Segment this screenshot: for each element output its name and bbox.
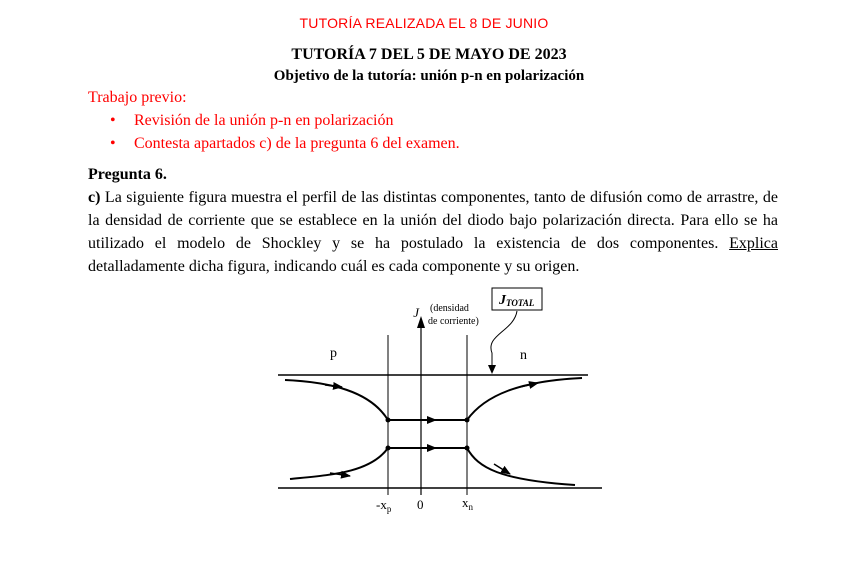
tick-pos-xn-sub: n	[468, 502, 473, 512]
region-p-label: p	[330, 346, 337, 361]
page-subtitle: Objetivo de la tutoría: unión p-n en polarización	[273, 68, 585, 84]
hole-current-curve	[290, 448, 575, 485]
question-text-end: detalladamente dicha figura, indicando cuál es cada componente y su origen.	[88, 258, 580, 275]
tick-pos-xn	[462, 495, 474, 512]
prework-list	[88, 109, 460, 155]
prework-item: • Contesta apartados c) de la pregunta 6 del examen.	[88, 132, 460, 155]
electron-current-node-left	[386, 418, 391, 423]
tick-neg-xp-sub: p	[386, 504, 392, 514]
electron-current-arrow-p	[325, 385, 342, 387]
electron-current-curve	[285, 378, 582, 420]
page-title: TUTORÍA 7 DEL 5 DE MAYO DE 2023	[291, 46, 567, 63]
total-label-leader	[491, 311, 517, 369]
hole-current-node-left	[386, 446, 391, 451]
tick-pos-xn-main: x	[462, 495, 469, 510]
prework-item: • Revisión de la unión p-n en polarización	[88, 109, 460, 132]
question-body	[88, 186, 778, 278]
tick-neg-xp	[376, 497, 392, 514]
region-n-label: n	[520, 348, 527, 363]
current-density-figure	[270, 283, 610, 518]
prework-heading: Trabajo previo:	[88, 89, 187, 106]
question-part-label: c)	[88, 189, 101, 206]
y-axis-desc-line1: (densidad	[430, 303, 469, 314]
question-underlined-word: Explica	[729, 235, 779, 252]
hole-current-node-right	[465, 446, 470, 451]
tutorial-date-note: TUTORÍA REALIZADA EL 8 DE JUNIO	[299, 15, 549, 31]
question-heading: Pregunta 6.	[88, 166, 167, 183]
tick-zero: 0	[417, 497, 424, 512]
total-label-main: J	[499, 293, 506, 308]
total-label-leader-arrow	[488, 365, 496, 374]
total-label-sub: TOTAL	[506, 298, 535, 308]
y-axis-label: J	[413, 305, 419, 320]
tick-neg-xp-main: -x	[376, 497, 387, 512]
electron-current-node-right	[465, 418, 470, 423]
question-text: La siguiente figura muestra el perfil de las distintas componentes, tanto de difusión como de arrastre, de la densidad de corriente que se establece en la unión del diodo bajo polarización directa. Para ello se ha utilizado el modelo de Shockley y se ha postulado la existencia de dos componentes.	[88, 189, 779, 252]
y-axis-desc-line2: de corriente)	[428, 316, 479, 327]
